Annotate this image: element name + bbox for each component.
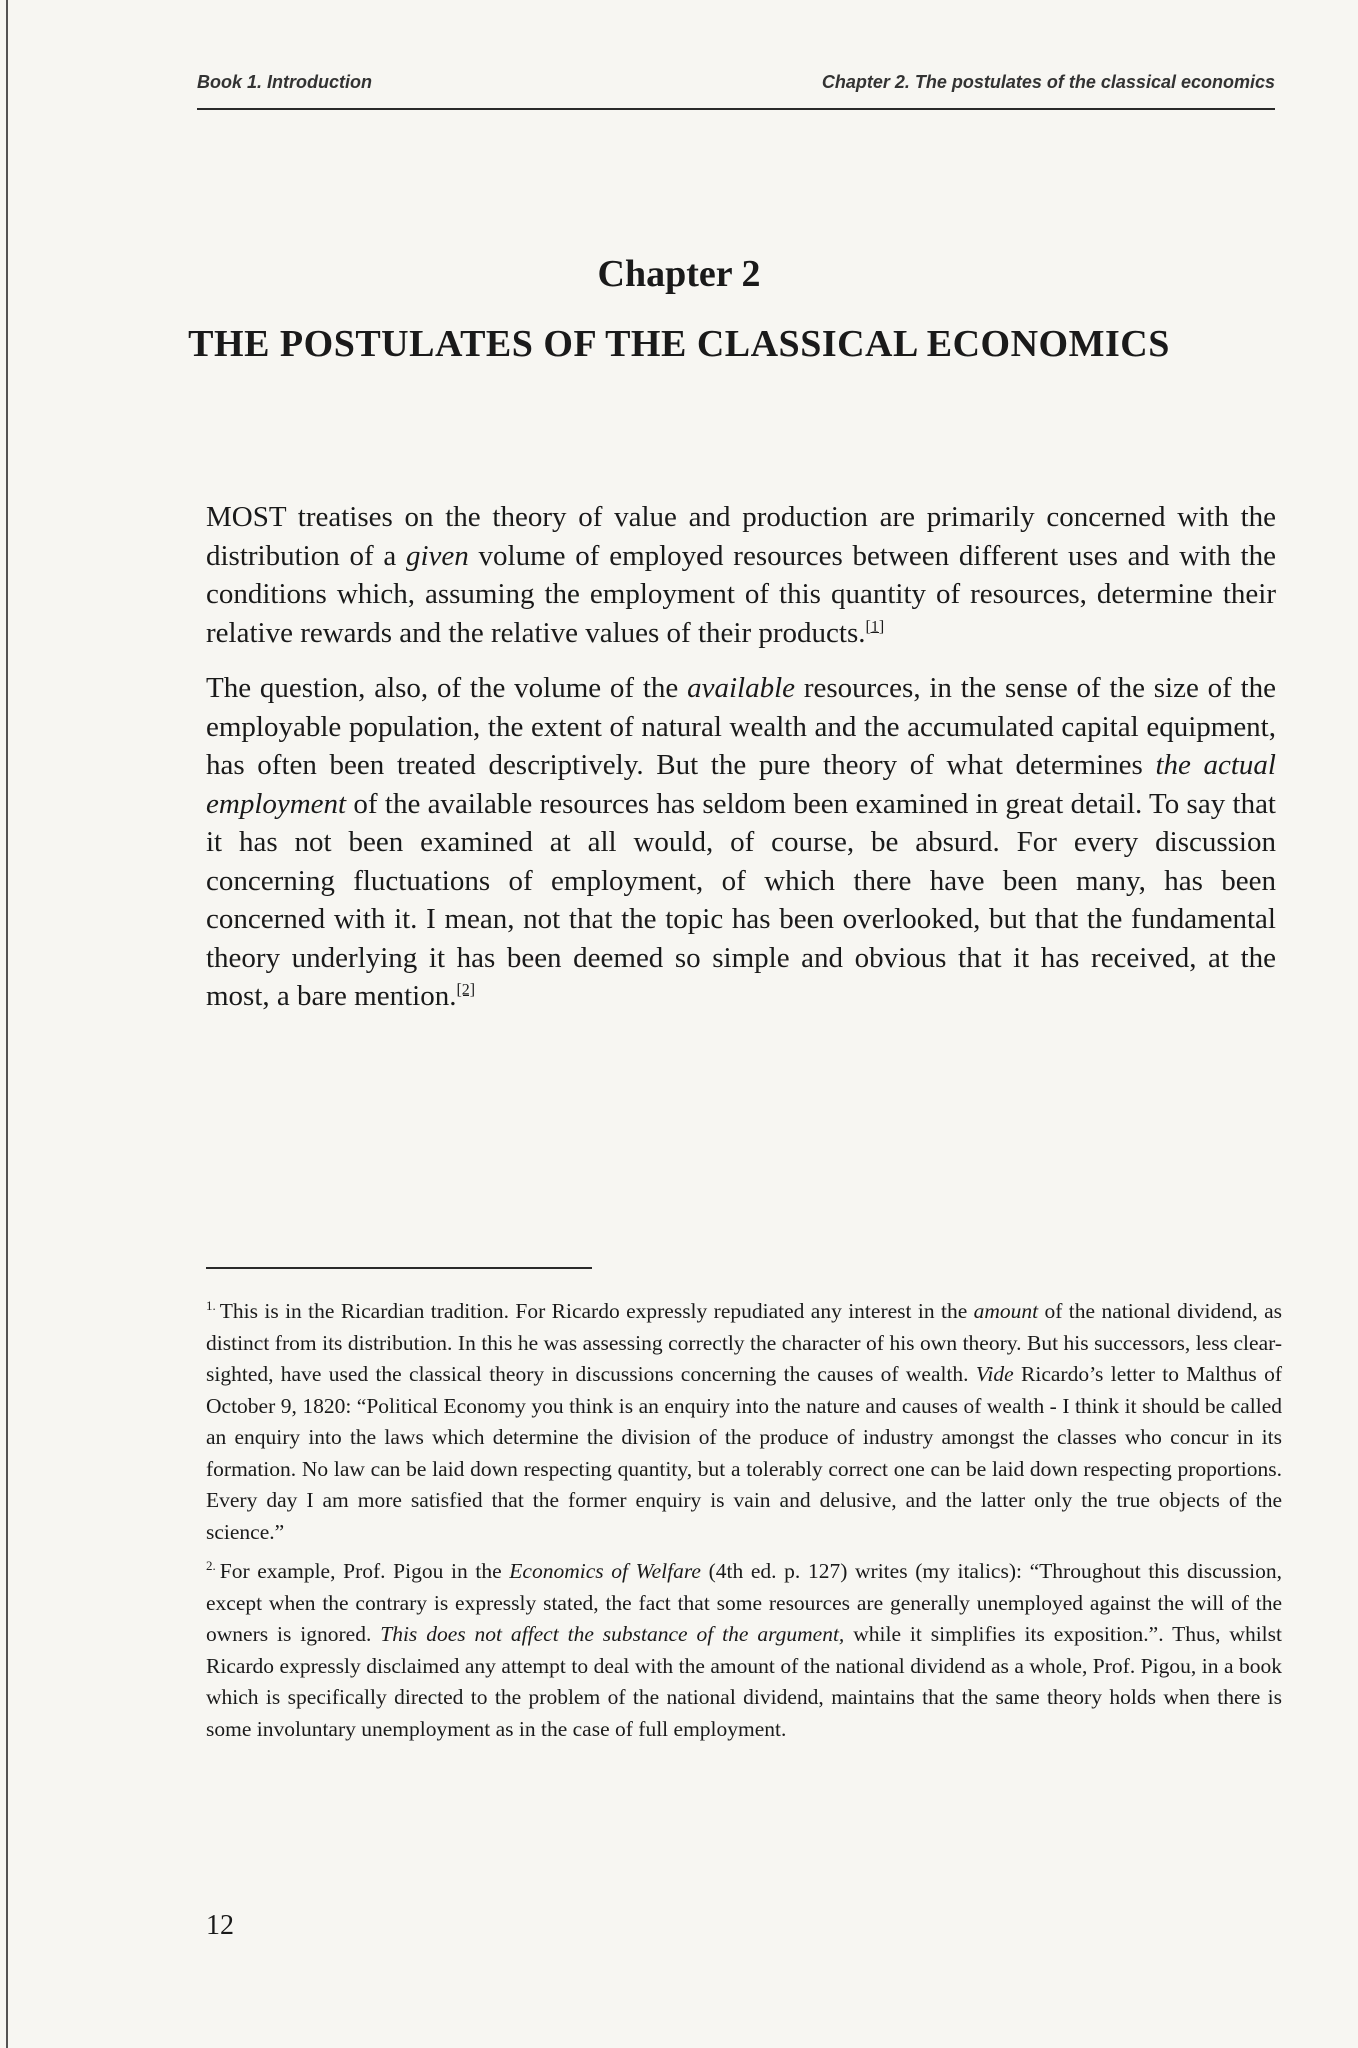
text-run: of the available resources has seldom been examined in great detail. To say that it has not been examined at all would, of course, be absurd. For every discussion concerning fluctuations of employment, of which there have been many, has been concerned with it. I mean, not that the topic has been overlooked, but that the fundamental theory underlying it has been deemed so simple and obvious that it has received, at the most, a bare mention. <box>206 787 1276 1012</box>
footnote-separator <box>206 1267 592 1269</box>
italic-run: the actual employment <box>206 749 1276 820</box>
footnote <box>206 1296 1282 1548</box>
header-chapter-title: Chapter 2. The postulates of the classical economics <box>821 72 1275 92</box>
chapter-title: THE POSTULATES OF THE CLASSICAL ECONOMICS <box>188 323 1170 365</box>
footnote <box>206 1556 1282 1745</box>
text-run: of the national dividend, as distinct from its distribution. In this he was assessing correctly the character of his own theory. But his successors, less clear-sighted, have used the classical theory in discussions concerning the causes of wealth. <box>206 1299 1282 1386</box>
footnote-ref-link[interactable]: [2] <box>456 981 476 999</box>
text-run: while it simplifies its exposition.”. Thus, whilst Ricardo expressly disclaimed any attempt to deal with the amount of the national dividend as a whole, Prof. Pigou, in a book which is specifically directed to the problem of the national dividend, maintains that the same theory holds when there is some involuntary unemployment as in the case of full employment. <box>206 1622 1282 1741</box>
italic-run: Economics of Welfare <box>509 1559 701 1583</box>
italic-run: amount <box>973 1299 1039 1323</box>
text-run: For example, Prof. Pigou in the <box>219 1559 510 1583</box>
text-run: (4th ed. p. 127) writes (my italics): “Throughout this discussion, except when the contrary is expressly stated, the fact that some resources are generally unemployed against the will of the owners is ignored. <box>206 1559 1282 1646</box>
page-number: 12 <box>206 1910 234 1941</box>
footnote-mark: 2. <box>206 1557 216 1573</box>
footnote-mark: 1. <box>206 1297 216 1313</box>
page-edge <box>6 0 8 2048</box>
text-run: The question, also, of the volume of the <box>206 672 688 704</box>
italic-run: given <box>406 539 469 572</box>
text-run: Ricardo’s letter to Malthus of October 9, 1820: “Political Economy you think is an enquiry into the nature and causes of wealth - I think it should be called an enquiry into the laws which determine the division of the produce of industry amongst the classes who concur in its formation. No law can be laid down respecting quantity, but a tolerably correct one can be laid down respecting proportions. Every day I am more satisfied that the former enquiry is vain and delusive, and the latter only the true objects of the science.” <box>206 1362 1282 1544</box>
italic-run: Vide <box>975 1362 1014 1386</box>
italic-run: This does not affect the substance of the argument, <box>380 1622 845 1646</box>
italic-run: available <box>687 672 796 704</box>
header-rule <box>197 108 1275 110</box>
paragraph <box>206 669 1276 1016</box>
text-run: resources, in the sense of the size of the employable population, the extent of natural wealth and the accumulated capital equipment, has often been treated descriptively. But the pure theory of what determines <box>206 672 1277 781</box>
footnote-ref-link[interactable]: [1] <box>865 617 885 635</box>
text-run: This is in the Ricardian tradition. For Ricardo expressly repudiated any interest in the <box>219 1299 974 1323</box>
paragraph <box>206 498 1276 652</box>
chapter-number: Chapter 2 <box>597 253 761 295</box>
body-text <box>206 498 1276 1033</box>
header-book-title: Book 1. Introduction <box>197 72 372 92</box>
text-run: volume of employed resources between different uses and with the conditions which, assuming the employment of this quantity of resources, determine their relative rewards and the relative values of their products. <box>206 539 1276 649</box>
text-run: MOST treatises on the theory of value and production are primarily concerned with the distribution of a <box>206 501 1276 572</box>
footnotes <box>206 1296 1282 1753</box>
